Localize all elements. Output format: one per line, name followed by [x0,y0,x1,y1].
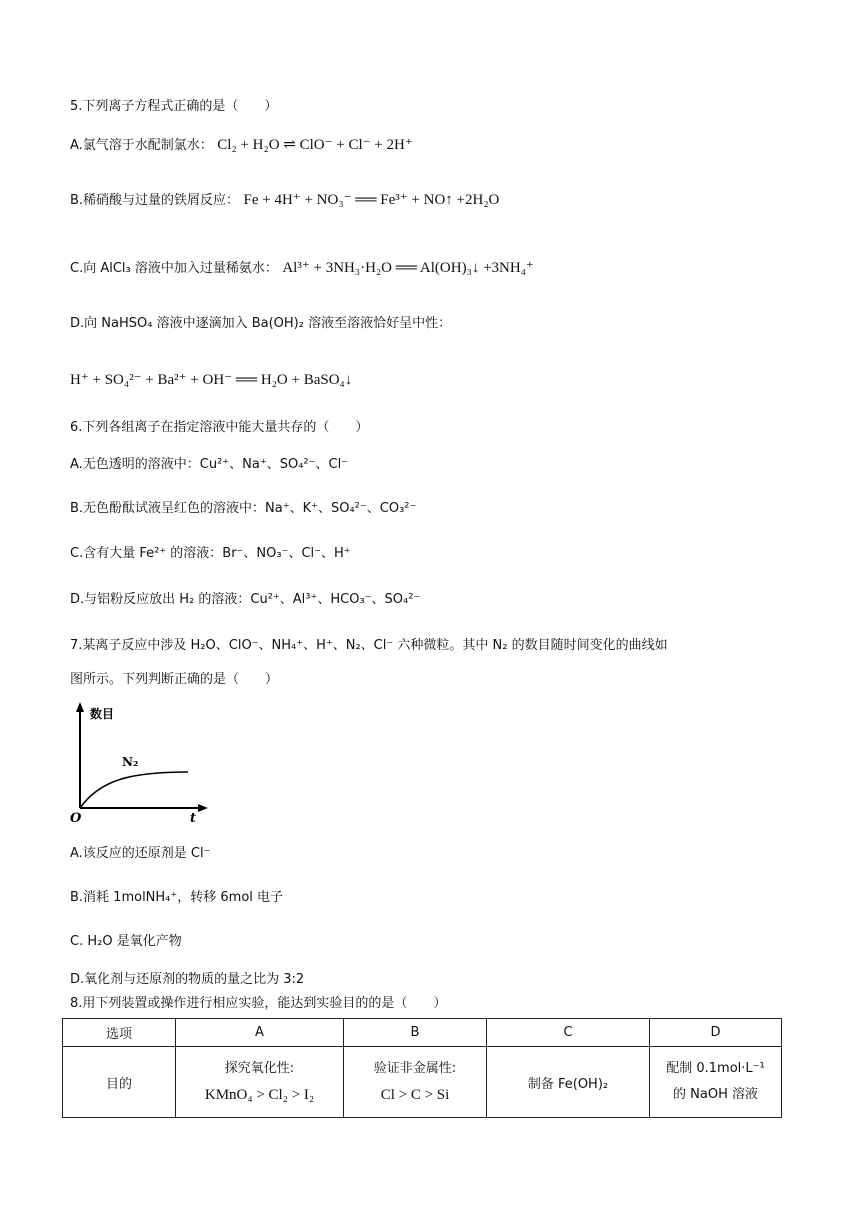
n2-count-graph [70,700,210,825]
graph-xlabel: t [190,811,197,825]
cell-a-line2: KMnO₄ > Cl₂ > I₂ [204,1087,315,1103]
q5-d-label: D.向 NaHSO₄ 溶液中逐滴加入 Ba(OH)₂ 溶液至溶液恰好呈中性： [70,316,452,331]
table-header-row [63,1019,782,1047]
q6-option-d: D.与铝粉反应放出 H₂ 的溶液：Cu²⁺、Al³⁺、HCO₃⁻、SO₄²⁻ [70,592,421,607]
graph-ylabel: 数目 [90,707,115,721]
n2-curve [80,772,188,808]
q5-option-c [70,258,534,279]
q5-c-label: C.向 AlCl₃ 溶液中加入过量稀氨水： [70,261,278,276]
q5-d-equation: H⁺ + SO₄²⁻ + Ba²⁺ + OH⁻ ══ H₂O + BaSO₄↓ [70,372,353,388]
header-cell: B [344,1019,487,1047]
q5-option-a [70,135,413,156]
q5-option-b [70,190,499,211]
header-cell: C [487,1019,650,1047]
cell-b-line2: Cl > C > Si [380,1087,450,1103]
cell-a-line1: 探究氧化性: [224,1061,295,1076]
header-cell: A [176,1019,344,1047]
cell-d-line1: 配制 0.1mol·L⁻¹ [666,1061,765,1076]
q5-a-equation: Cl₂ + H₂O ⇌ ClO⁻ + Cl⁻ + 2H⁺ [217,137,413,153]
q5-stem: 5.下列离子方程式正确的是（ ） [70,99,278,114]
q7-option-c: C. H₂O 是氧化产物 [70,934,182,949]
y-axis-arrow [76,702,84,712]
q6-option-c: C.含有大量 Fe²⁺ 的溶液：Br⁻、NO₃⁻、Cl⁻、H⁺ [70,546,351,561]
q5-c-equation: Al³⁺ + 3NH₃·H₂O ══ Al(OH)₃↓ +3NH₄⁺ [282,260,534,276]
q6-option-a: A.无色透明的溶液中：Cu²⁺、Na⁺、SO₄²⁻、Cl⁻ [70,457,349,472]
graph-origin: O [70,811,82,825]
q8-options-table [62,1018,782,1118]
q7-option-a: A.该反应的还原剂是 Cl⁻ [70,846,211,861]
q7-stem-line2: 图所示。下列判断正确的是（ ） [70,672,279,687]
header-cell: D [650,1019,782,1047]
q5-b-equation: Fe + 4H⁺ + NO₃⁻ ══ Fe³⁺ + NO↑ +2H₂O [243,192,500,208]
q5-a-label: A.氯气溶于水配制氯水： [70,138,213,153]
cell-b [344,1047,487,1118]
cell-b-line1: 验证非金属性: [373,1061,457,1076]
cell-d-line2: 的 NaOH 溶液 [673,1087,758,1102]
header-cell: 选项 [63,1019,176,1047]
q6-option-b: B.无色酚酞试液呈红色的溶液中：Na⁺、K⁺、SO₄²⁻、CO₃²⁻ [70,501,417,516]
graph-series-label: N₂ [122,755,139,769]
q7-stem-line1: 7.某离子反应中涉及 H₂O、ClO⁻、NH₄⁺、H⁺、N₂、Cl⁻ 六种微粒。其中 N₂ 的数目随时间变化的曲线如 [70,638,668,653]
x-axis-arrow [198,804,208,812]
cell-a [176,1047,344,1118]
q7-option-d: D.氧化剂与还原剂的物质的量之比为 3:2 [70,972,305,987]
row-label: 目的 [63,1047,176,1118]
q6-stem: 6.下列各组离子在指定溶液中能大量共存的（ ） [70,420,369,435]
q8-stem: 8.用下列装置或操作进行相应实验，能达到实验目的的是（ ） [70,996,447,1011]
q7-option-b: B.消耗 1molNH₄⁺，转移 6mol 电子 [70,890,284,905]
cell-d [650,1047,782,1118]
q5-b-label: B.稀硝酸与过量的铁屑反应： [70,193,240,208]
table-row [63,1047,782,1118]
cell-c: 制备 Fe(OH)₂ [487,1047,650,1118]
